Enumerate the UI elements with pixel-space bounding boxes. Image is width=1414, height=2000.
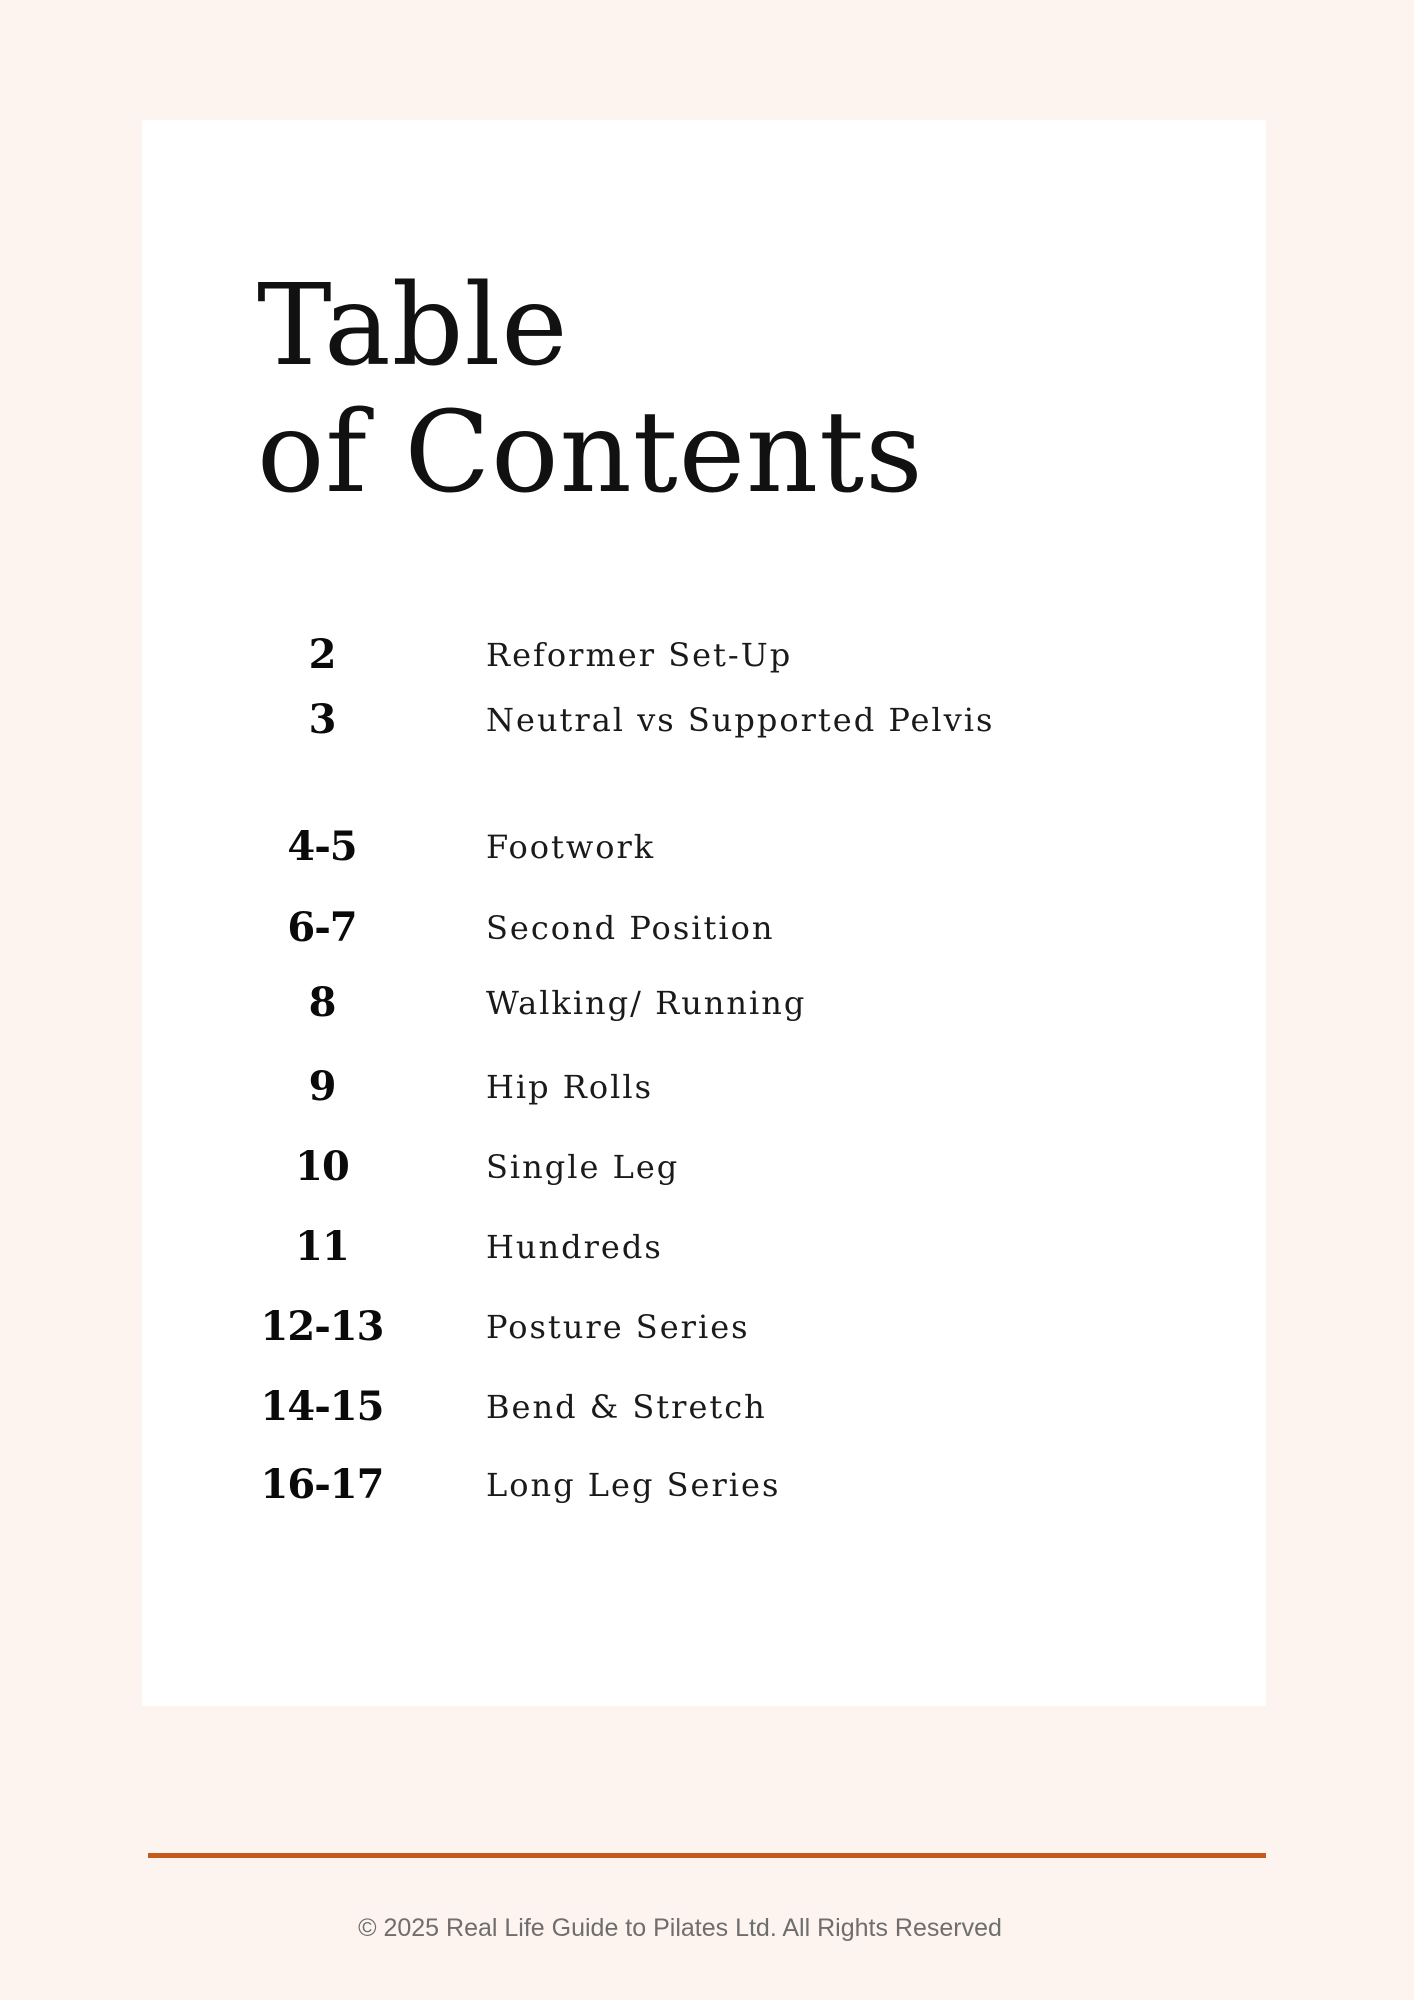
page-title-line-1: Table: [257, 261, 569, 391]
toc-page-number: 10: [295, 1143, 349, 1190]
page-title-line-2: of Contents: [257, 388, 924, 518]
toc-entry[interactable]: [142, 1460, 1266, 1510]
toc-page-number: 8: [308, 979, 336, 1026]
toc-entry[interactable]: [142, 822, 1266, 872]
toc-entry-label: Posture Series: [486, 1308, 750, 1346]
toc-entry[interactable]: [142, 1062, 1266, 1112]
toc-page-number: 3: [308, 696, 336, 743]
toc-entry[interactable]: [142, 695, 1266, 745]
toc-entry-label: Hip Rolls: [486, 1068, 654, 1106]
toc-page-number: 9: [308, 1063, 336, 1110]
toc-page-number: 12-13: [260, 1303, 384, 1350]
toc-entry-label: Hundreds: [486, 1228, 663, 1266]
toc-entry[interactable]: [142, 630, 1266, 680]
toc-entry[interactable]: [142, 1302, 1266, 1352]
toc-entry-label: Neutral vs Supported Pelvis: [486, 701, 995, 739]
toc-entry-label: Footwork: [486, 828, 656, 866]
copyright-notice: © 2025 Real Life Guide to Pilates Ltd. All Rights Reserved: [358, 1914, 1002, 1942]
toc-entry-label: Reformer Set-Up: [486, 636, 793, 674]
toc-page-number: 14-15: [260, 1383, 384, 1430]
toc-entry-label: Walking/ Running: [486, 984, 807, 1022]
toc-entry-label: Second Position: [486, 909, 775, 947]
toc-page-number: 11: [295, 1223, 349, 1270]
content-card: [142, 120, 1266, 1706]
toc-entry-label: Long Leg Series: [486, 1466, 781, 1504]
toc-entry[interactable]: [142, 1382, 1266, 1432]
toc-page-number: 6-7: [287, 904, 357, 951]
toc-entry-label: Bend & Stretch: [486, 1388, 767, 1426]
toc-entry[interactable]: [142, 978, 1266, 1028]
toc-entry[interactable]: [142, 1222, 1266, 1272]
toc-entry[interactable]: [142, 1142, 1266, 1192]
toc-page-number: 2: [308, 631, 336, 678]
toc-entry-label: Single Leg: [486, 1148, 680, 1186]
toc-page-number: 4-5: [287, 823, 357, 870]
footer-divider: [148, 1853, 1266, 1858]
toc-page-number: 16-17: [260, 1461, 384, 1508]
toc-entry[interactable]: [142, 903, 1266, 953]
